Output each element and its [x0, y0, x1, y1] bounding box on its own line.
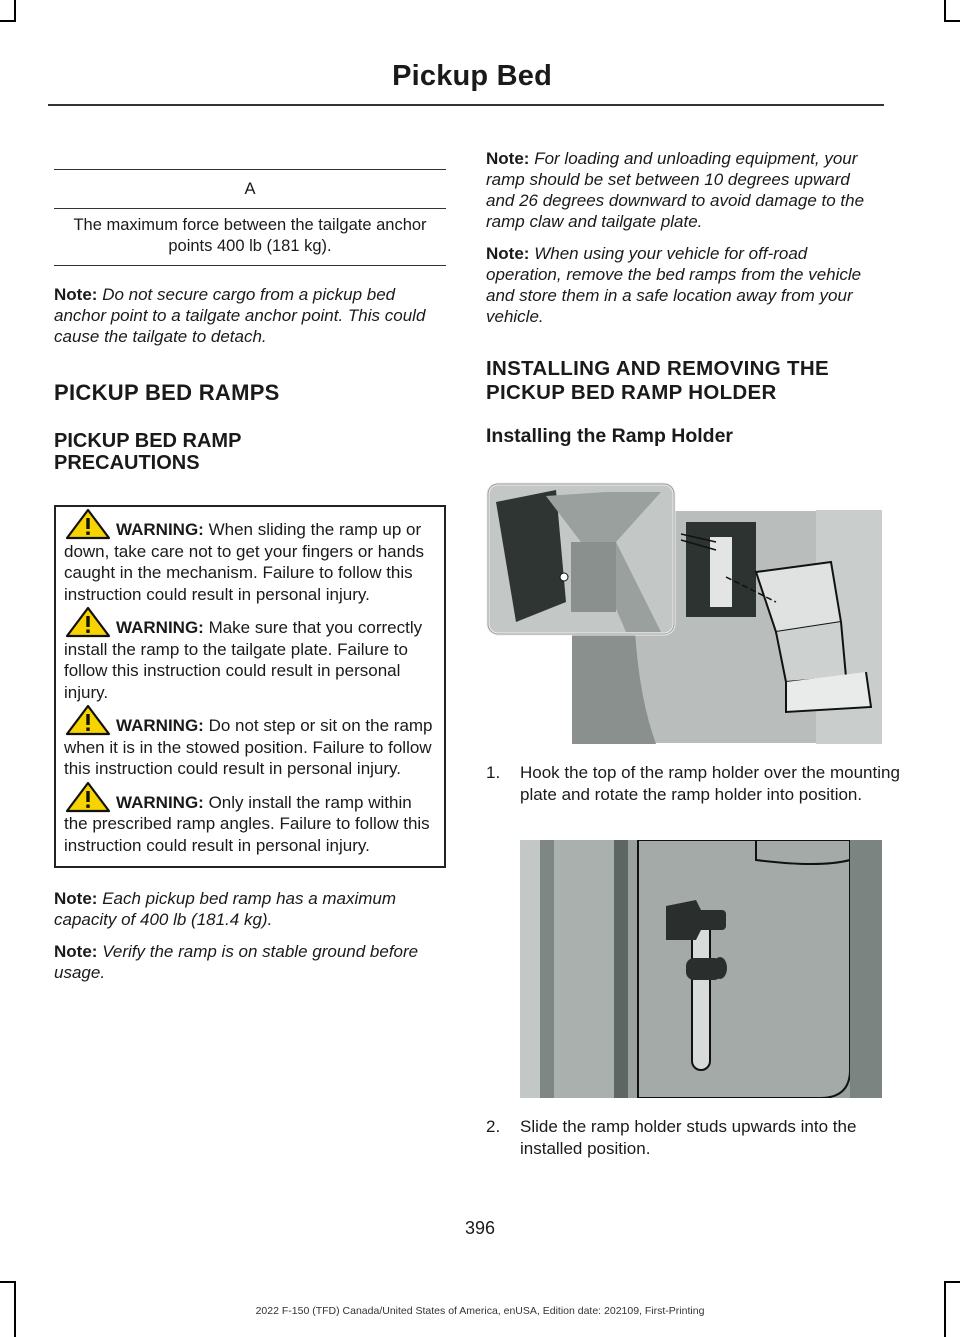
crop-mark [944, 1281, 960, 1283]
warning-label: WARNING: [116, 716, 204, 735]
warning-text: When sliding the ramp up or down, take care not to get your fingers or hands caught in the mechanism. Failure to follow this instruction could result in personal injury. [64, 520, 425, 604]
subsection-heading: PICKUP BED RAMP PRECAUTIONS [54, 430, 242, 474]
note [486, 243, 882, 327]
header-divider [48, 104, 884, 106]
warning-item [64, 617, 436, 703]
warning-triangle-icon [65, 781, 111, 813]
page-footer: 2022 F-150 (TFD) Canada/United States of America, enUSA, Edition date: 202109, First-Printing [255, 1305, 705, 1317]
warning-item [64, 792, 436, 857]
warning-triangle-icon [65, 606, 111, 638]
crop-mark [0, 1281, 16, 1283]
subsection-heading: Installing the Ramp Holder [486, 425, 734, 447]
section-heading: INSTALLING AND REMOVING THE PICKUP BED RAMP HOLDER [486, 357, 829, 404]
note-label: Note: [54, 285, 98, 304]
note-text: When using your vehicle for off-road operation, remove the bed ramps from the vehicle and store them in a safe location away from your vehicle. [486, 244, 862, 326]
step-text: Hook the top of the ramp holder over the mounting plate and rotate the ramp holder into position. [520, 763, 900, 804]
warning-label: WARNING: [116, 792, 204, 812]
note-text: Verify the ramp is on stable ground before usage. [54, 942, 419, 982]
crop-mark [0, 20, 16, 22]
note-label: Note: [486, 244, 530, 263]
table-header: A [54, 170, 446, 209]
warning-item [64, 519, 436, 605]
step-text: Slide the ramp holder studs upwards into the installed position. [520, 1117, 857, 1158]
crop-mark [944, 0, 946, 22]
note-text: Do not secure cargo from a pickup bed anchor point to a tailgate anchor point. This could cause the tailgate to detach. [54, 285, 426, 346]
page-header-title: Pickup Bed [392, 60, 552, 92]
table-cell: The maximum force between the tailgate anchor points 400 lb (181 kg). [54, 209, 446, 266]
step-item [486, 1116, 916, 1159]
note [486, 148, 882, 232]
warning-triangle-icon [65, 508, 111, 540]
warning-label: WARNING: [116, 618, 204, 637]
note-label: Note: [54, 942, 98, 961]
ramp-holder-studs-illustration [520, 840, 882, 1098]
note-label: Note: [54, 889, 98, 908]
warning-text: Make sure that you correctly install the ramp to the tailgate plate. Failure to follow this instruction could result in personal injury. [64, 618, 423, 702]
spec-table [54, 169, 446, 266]
warning-text: Do not step or sit on the ramp when it is in the stowed position. Failure to follow this instruction could result in personal injury. [64, 716, 433, 778]
note [54, 941, 446, 983]
step-item [486, 762, 916, 805]
warning-text: Only install the ramp within the prescribed ramp angles. Failure to follow this instruction could result in personal injury. [64, 792, 430, 855]
ramp-holder-illustration [486, 482, 882, 744]
note [54, 888, 446, 930]
left-column [54, 169, 446, 983]
note-text: For loading and unloading equipment, your ramp should be set between 10 degrees upward and 26 degrees downward to avoid damage to the ramp claw and tailgate plate. [486, 149, 865, 231]
step-number: 2. [486, 1117, 501, 1136]
warning-label: WARNING: [116, 520, 204, 539]
warning-item [64, 715, 436, 780]
right-column [486, 148, 882, 448]
note-label: Note: [486, 149, 530, 168]
note-text: Each pickup bed ramp has a maximum capacity of 400 lb (181.4 kg). [54, 889, 397, 929]
note [54, 284, 446, 347]
warning-triangle-icon [65, 704, 111, 736]
warning-box [54, 505, 446, 868]
page-number: 396 [464, 1218, 496, 1238]
crop-mark [14, 0, 16, 22]
section-heading: PICKUP BED RAMPS [54, 380, 280, 405]
step-number: 1. [486, 763, 501, 782]
crop-mark [944, 20, 960, 22]
